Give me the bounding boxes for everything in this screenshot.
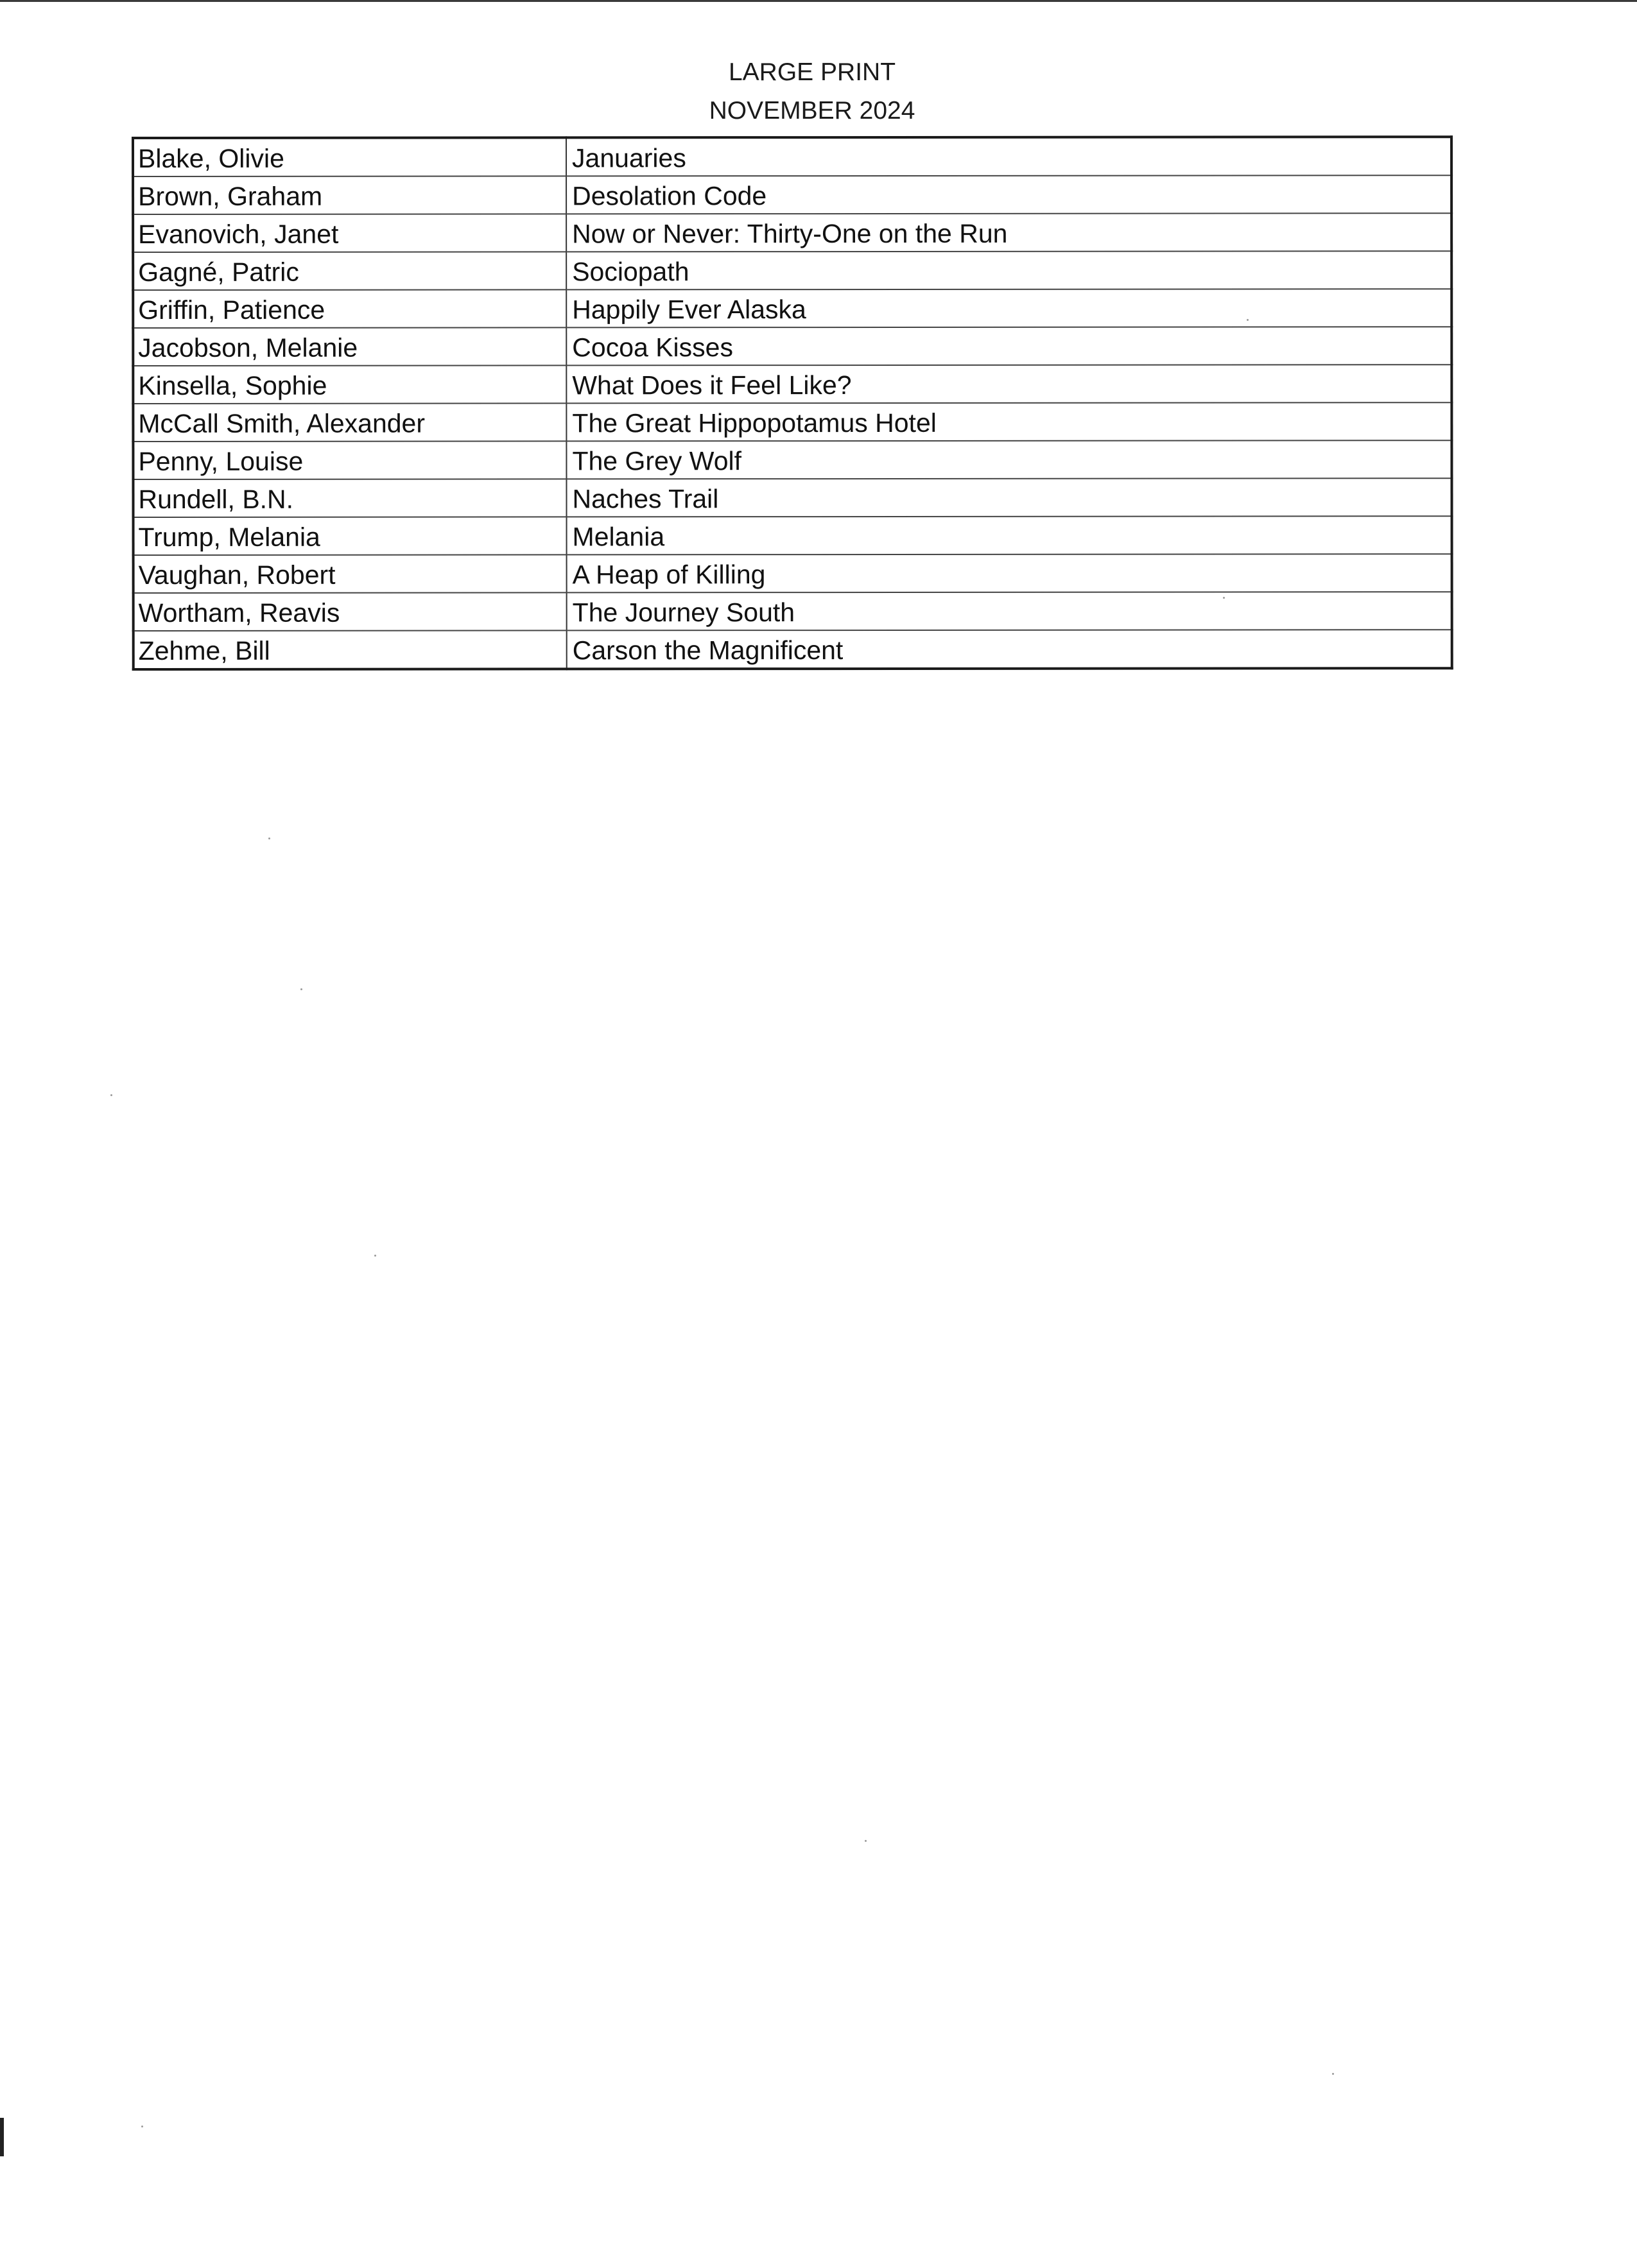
author-cell: Brown, Graham (133, 176, 566, 214)
title-cell: What Does it Feel Like? (566, 365, 1451, 403)
table-row (133, 137, 1451, 176)
author-cell: Zehme, Bill (134, 630, 567, 669)
document-title: LARGE PRINT (728, 58, 896, 86)
scan-speck (141, 2126, 143, 2127)
author-cell: Griffin, Patience (133, 289, 566, 328)
title-cell: Januaries (566, 137, 1451, 176)
author-cell: Trump, Melania (134, 517, 567, 555)
table-row (133, 289, 1451, 328)
page-top-edge (0, 0, 1637, 2)
title-cell: Desolation Code (566, 175, 1451, 214)
title-cell: The Great Hippopotamus Hotel (566, 402, 1451, 441)
scan-speck (1332, 2073, 1334, 2075)
scan-speck (865, 1840, 867, 1842)
author-cell: Kinsella, Sophie (133, 365, 566, 404)
table-row (133, 251, 1451, 290)
table-row (134, 516, 1452, 555)
author-cell: McCall Smith, Alexander (133, 403, 566, 442)
author-cell: Evanovich, Janet (133, 214, 566, 252)
title-cell: Carson the Magnificent (567, 630, 1452, 669)
scan-speck (1247, 319, 1249, 321)
author-cell: Gagné, Patric (133, 252, 566, 290)
author-cell: Penny, Louise (133, 441, 566, 479)
author-cell: Wortham, Reavis (134, 592, 567, 631)
title-cell: The Journey South (567, 592, 1452, 630)
table-row (133, 478, 1451, 517)
table-row (133, 365, 1451, 404)
scan-speck (374, 1255, 376, 1257)
document-subtitle: NOVEMBER 2024 (709, 97, 915, 125)
table-row (134, 554, 1452, 593)
author-cell: Blake, Olivie (133, 137, 566, 176)
title-cell: Cocoa Kisses (566, 327, 1451, 365)
scan-margin-mark (0, 2118, 4, 2156)
table-row (133, 213, 1451, 252)
author-cell: Rundell, B.N. (133, 479, 566, 517)
title-cell: Sociopath (566, 251, 1451, 289)
scan-speck (300, 988, 302, 990)
table-row (133, 440, 1451, 479)
title-cell: Naches Trail (566, 478, 1451, 517)
title-cell: The Grey Wolf (566, 440, 1451, 479)
table-row (133, 175, 1451, 214)
title-cell: Happily Ever Alaska (566, 289, 1451, 327)
author-cell: Jacobson, Melanie (133, 327, 566, 366)
author-cell: Vaughan, Robert (134, 554, 567, 593)
scan-speck (268, 838, 270, 839)
table-row (133, 327, 1451, 366)
title-cell: A Heap of Killing (567, 554, 1452, 592)
book-list-table (132, 135, 1453, 671)
scan-speck (1223, 597, 1225, 599)
title-cell: Now or Never: Thirty-One on the Run (566, 213, 1451, 252)
table-row (134, 592, 1452, 631)
table-row (133, 402, 1451, 442)
table-row (134, 630, 1452, 669)
scan-speck (110, 1094, 112, 1096)
title-cell: Melania (567, 516, 1452, 554)
